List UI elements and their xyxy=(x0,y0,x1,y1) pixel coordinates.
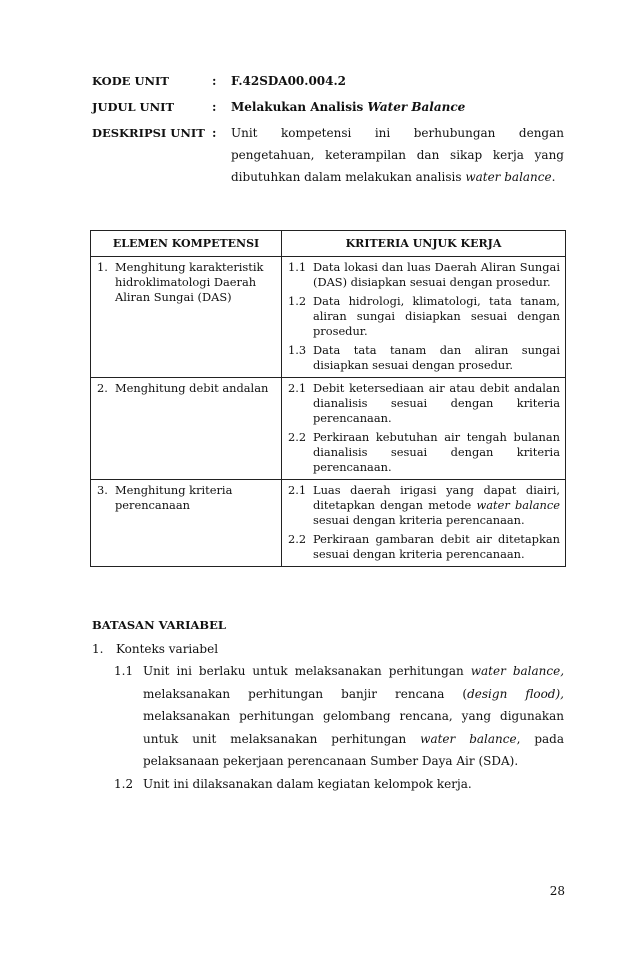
header-elemen: ELEMEN KOMPETENSI xyxy=(91,231,282,257)
kriteria-cell xyxy=(282,378,566,480)
judul-prefix: Melakukan Analisis xyxy=(231,100,368,114)
kode-unit-row xyxy=(92,72,564,90)
colon: : xyxy=(212,126,217,140)
kriteria-number: 2.1 xyxy=(288,483,307,497)
kriteria-text: Perkiraan kebutuhan air tengah bulanan dianalisis sesuai dengan kriteria perencanaan. xyxy=(313,430,560,474)
deskripsi-end: . xyxy=(551,170,556,184)
deskripsi-italic: water balance xyxy=(465,170,552,184)
item-text: Konteks variabel xyxy=(116,642,219,656)
sub-item-text: Unit ini dilaksanakan dalam kegiatan kelompok kerja. xyxy=(143,776,472,791)
kriteria-text: Data lokasi dan luas Daerah Aliran Sungai (DAS) disiapkan sesuai dengan prosedur. xyxy=(313,260,560,289)
kriteria-cell xyxy=(282,257,566,378)
kriteria-number: 2.1 xyxy=(288,381,307,395)
elemen-number: 2. xyxy=(97,381,108,395)
kriteria-item xyxy=(288,343,560,373)
elemen-cell xyxy=(91,378,282,480)
kriteria-text-a: Luas daerah irigasi yang dapat diairi, ditetapkan dengan metode xyxy=(313,483,560,512)
judul-unit-label: JUDUL UNIT xyxy=(92,100,175,114)
colon: : xyxy=(212,74,217,88)
kriteria-text: Data hidrologi, klimatologi, tata tanam, aliran sungai disiapkan sesuai dengan prosedur. xyxy=(313,294,560,338)
sub-item-number: 1.2 xyxy=(114,776,134,791)
kriteria-text xyxy=(313,483,560,528)
elemen-text: Menghitung karakteristik hidroklimatologi Daerah Aliran Sungai (DAS) xyxy=(115,260,264,304)
competency-table xyxy=(90,230,566,567)
deskripsi-text: Unit kompetensi ini berhubungan dengan pengetahuan, keterampilan dan sikap kerja yang dibutuhkan dalam melakukan analisis xyxy=(231,126,564,184)
kriteria-number: 1.3 xyxy=(288,343,307,357)
kriteria-item xyxy=(288,430,560,475)
judul-unit-value xyxy=(231,98,564,116)
elemen-number: 3. xyxy=(97,483,108,497)
elemen-cell xyxy=(91,480,282,567)
unit-info xyxy=(92,72,564,196)
table-row xyxy=(91,257,566,378)
kriteria-number: 1.2 xyxy=(288,294,307,308)
sub-item-number: 1.1 xyxy=(114,664,134,678)
elemen-cell xyxy=(91,257,282,378)
judul-italic: Water Balance xyxy=(367,100,466,114)
kriteria-number: 1.1 xyxy=(288,260,307,274)
page-number: 28 xyxy=(549,884,565,898)
kode-unit-label: KODE UNIT xyxy=(92,74,169,88)
header-kriteria: KRITERIA UNJUK KERJA xyxy=(282,231,566,257)
kriteria-text: Debit ketersediaan air atau debit andalan dianalisis sesuai dengan kriteria perencanaan. xyxy=(313,381,560,425)
kriteria-item xyxy=(288,260,560,290)
item-number: 1. xyxy=(92,642,104,656)
kriteria-text: Data tata tanam dan aliran sungai disiapkan sesuai dengan prosedur. xyxy=(313,343,560,372)
kriteria-text-b: sesuai dengan kriteria perencanaan. xyxy=(313,513,525,527)
kriteria-text: Perkiraan gambaran debit air ditetapkan sesuai dengan kriteria perencanaan. xyxy=(313,532,560,561)
sub-item xyxy=(114,660,564,773)
table-header-row xyxy=(91,231,566,257)
italic-part: water balance, xyxy=(470,664,565,678)
kriteria-item xyxy=(288,294,560,339)
elemen-text: Menghitung kriteria perencanaan xyxy=(115,483,233,512)
italic-part: design flood), xyxy=(467,686,564,701)
deskripsi-unit-row xyxy=(92,124,564,188)
kriteria-item xyxy=(288,381,560,426)
list-item xyxy=(92,638,564,660)
table-row xyxy=(91,480,566,567)
kriteria-number: 2.2 xyxy=(288,532,307,546)
sub-item xyxy=(114,773,564,796)
text-part: , pada pelaksanaan pekerjaan perencanaan Sumber Daya Air (SDA). xyxy=(143,731,564,768)
kriteria-italic: water balance xyxy=(476,498,560,512)
elemen-number: 1. xyxy=(97,260,108,274)
kriteria-item xyxy=(288,483,560,528)
kriteria-cell xyxy=(282,480,566,567)
sub-item-text xyxy=(143,660,564,773)
kriteria-number: 2.2 xyxy=(288,430,307,444)
text-part: Unit ini berlaku untuk melaksanakan perhitungan xyxy=(143,664,471,678)
elemen-text: Menghitung debit andalan xyxy=(115,381,269,395)
kode-unit-value: F.42SDA00.004.2 xyxy=(231,74,347,88)
text-part: melaksanakan perhitungan banjir rencana ( xyxy=(143,686,468,701)
judul-unit-row xyxy=(92,98,564,116)
batasan-variabel xyxy=(92,618,564,795)
table-row xyxy=(91,378,566,480)
colon: : xyxy=(212,100,217,114)
batasan-title: BATASAN VARIABEL xyxy=(92,618,226,632)
italic-part: water balance xyxy=(420,731,517,746)
deskripsi-unit-value xyxy=(231,122,564,188)
deskripsi-unit-label: DESKRIPSI UNIT xyxy=(92,126,205,140)
kriteria-item xyxy=(288,532,560,562)
text-part: melaksanakan perhitungan gelombang rencana, yang digunakan untuk unit melaksanakan perhitungan xyxy=(143,709,564,746)
